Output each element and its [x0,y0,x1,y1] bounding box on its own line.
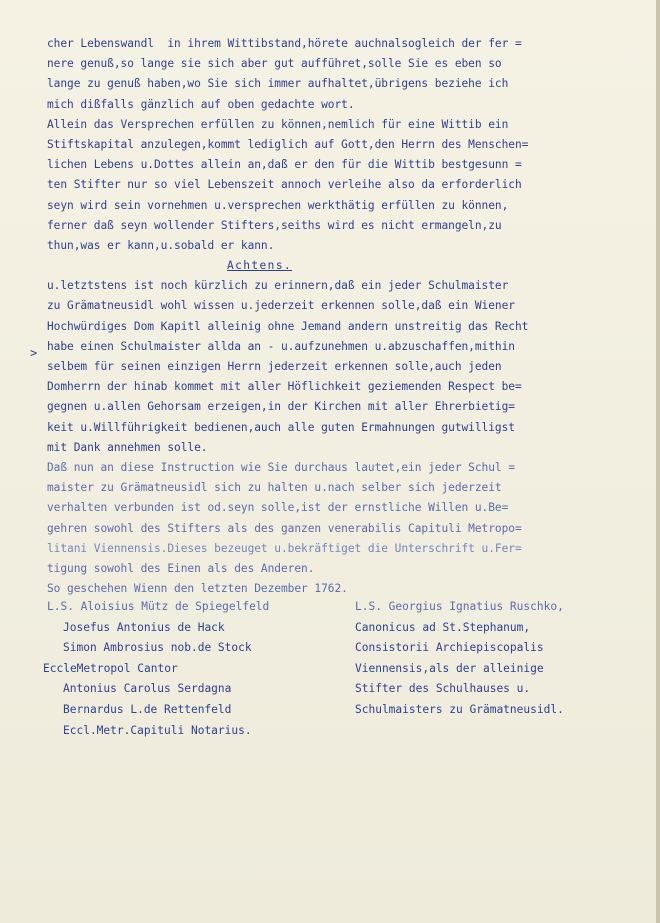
text-line: Hochwürdiges Dom Kapitl alleinig ohne Jemand andern unstreitig das Recht [47,319,529,333]
text-line: selbem für seinen einzigen Herrn jederzeit erkennen solle,auch jeden [47,360,502,373]
text-line: keit u.Willführigkeit bedienen,auch alle guten Ermahnungen gutwilligst [47,420,515,434]
margin-mark: > [30,346,38,360]
text-line: So geschehen Wienn den letzten Dezember 1762. [47,582,348,596]
signature-line: Antonius Carolus Serdagna [63,682,232,696]
text-line: lichen Lebens u.Dottes allein an,daß er den für die Wittib bestgesunn = [47,158,522,172]
signature-line: Schulmaisters zu Grämatneusidl. [355,702,564,716]
signature-line: Josefus Antonius de Hack [63,620,225,634]
text-line: gehren sowohl des Stifters als des ganzen venerabilis Capituli Metropo= [47,521,522,535]
text-line: maister zu Grämatneusidl sich zu halten u.nach selber sich jederzeit [47,481,502,495]
text-line: Allein das Versprechen erfüllen zu können,nemlich für eine Wittib ein [47,117,509,131]
signature-line: EcclеMetropol Cantor [43,661,178,675]
text-line: Domherrn der hinab kommet mit aller Höflichkeit geziemenden Respect be= [47,380,522,394]
text-line: u.letztstens ist noch kürzlich zu erinnern,daß ein jeder Schulmaister [47,279,509,293]
signature-line: Simon Ambrosius nob.de Stock [63,641,252,655]
text-line: cher Lebenswandl in ihrem Wittibstand,hörete auchnalsogleich der fer = [47,37,522,50]
document-body [47,34,647,599]
signature-line: Consistorii Archiepiscopalis [355,641,544,655]
text-line: mich dißfalls gänzlich auf oben gedachte wort. [47,97,355,111]
text-line: habe einen Schulmaister allda an - u.aufzunehmen u.abzuschaffen,mithin [47,339,515,353]
text-line: ferner daß seyn wollender Stifters,seiths wird es nicht ermangeln,zu [47,218,502,232]
text-line: seyn wird sein vornehmen u.versprechen werkthätig erfüllen zu können, [47,198,509,212]
text-line: lange zu genuß haben,wo Sie sich immer aufhaltet,übrigens beziehe ich [47,77,509,91]
signature-line: Bernardus L.de Rettenfeld [63,702,232,716]
text-line: verhalten verbunden ist od.seyn solle,ist der ernstliche Willen u.Be= [47,501,509,515]
signature-line: Stifter des Schulhauses u. [355,682,531,696]
text-line: mit Dank annehmen solle. [47,440,208,454]
signature-line: Eccl.Metr.Capituli Notarius. [63,723,252,737]
text-line: Daß nun an diese Instruction wie Sie durchaus lautet,ein jeder Schul = [47,460,515,474]
text-line: tigung sowohl des Einen als des Anderen. [47,561,315,575]
signature-line: Viennensis,als der alleinige [355,661,544,675]
text-line: zu Grämatneusidl wohl wissen u.jederzeit erkennen solle,daß ein Wiener [47,299,515,313]
section-heading: Achtens. [227,259,293,273]
text-line: nere genuß,so lange sie sich aber gut aufführet,solle Sie es eben so [47,57,502,71]
signature-line: L.S. Georgius Ignatius Ruschko, [355,600,564,613]
signatures-left [43,597,347,741]
page-edge [656,0,660,923]
signature-line: L.S. Aloisius Mütz de Spiegelfeld [47,600,270,613]
text-line: thun,was er kann,u.sobald er kann. [47,238,275,252]
signatures-right [355,597,655,721]
text-line: Stiftskapital anzulegen,kommt lediglich auf Gott,den Herrn des Menschen= [47,137,529,151]
text-line: ten Stifter nur so viel Lebenszeit annoch verleihe also da erforderlich [47,178,522,192]
signature-line: Canonicus ad St.Stephanum, [355,620,531,634]
text-line: gegnen u.allen Gehorsam erzeigen,in der Kirchen mit aller Ehrerbietig= [47,400,515,414]
text-line: litani Viennensis.Dieses bezeuget u.bekräftiget die Unterschrift u.Fer= [47,541,522,555]
